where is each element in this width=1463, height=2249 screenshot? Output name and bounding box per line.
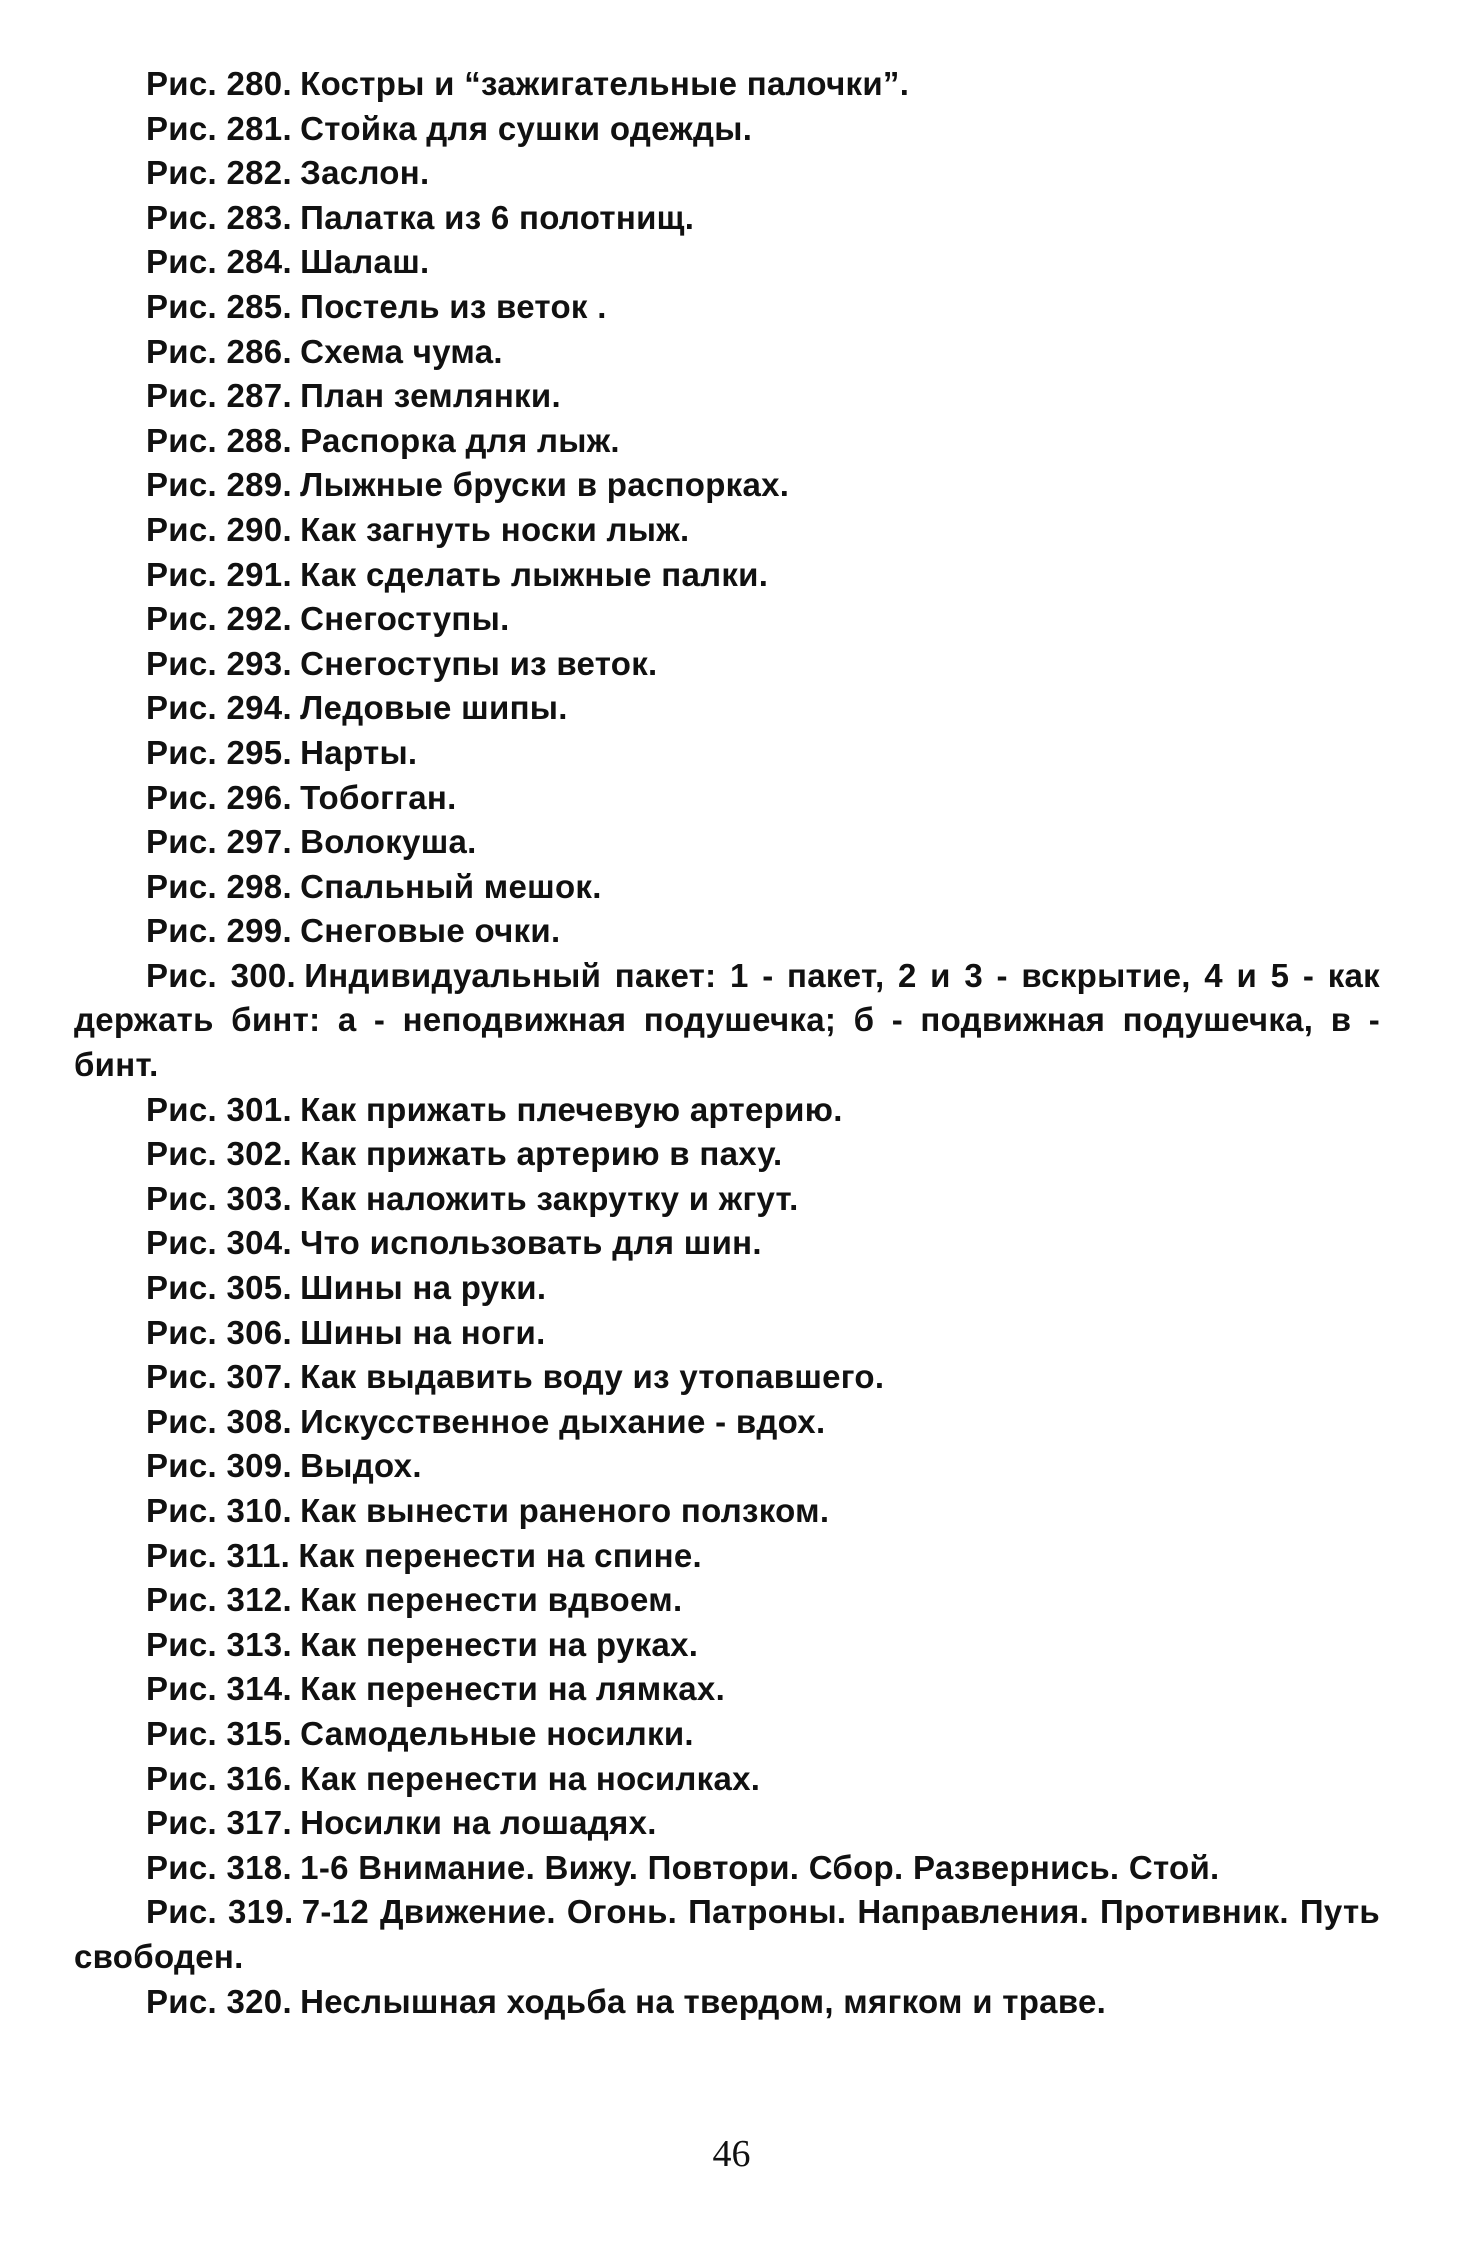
figure-number: Рис. 315.	[146, 1714, 292, 1752]
figure-caption	[74, 553, 1380, 598]
figure-caption-text: Что использовать для шин.	[300, 1224, 762, 1262]
figure-number: Рис. 296.	[146, 778, 292, 816]
figure-caption	[74, 597, 1380, 642]
figure-caption	[74, 776, 1380, 821]
figure-number: Рис. 294.	[146, 689, 292, 727]
figure-caption-text: Нарты.	[300, 733, 418, 771]
figure-number: Рис. 314.	[146, 1670, 292, 1708]
figure-caption-text: Палатка из 6 полотнищ.	[300, 198, 695, 236]
figure-caption-text: Как прижать плечевую артерию.	[300, 1090, 843, 1128]
figure-caption-text: Носилки на лошадях.	[300, 1804, 657, 1842]
figure-caption-text: Как наложить закрутку и жгут.	[300, 1179, 799, 1217]
figure-caption	[74, 1980, 1380, 2025]
figure-caption	[74, 865, 1380, 910]
figure-caption	[74, 1667, 1380, 1712]
figure-caption	[74, 954, 1380, 1088]
figure-caption-text: Шины на ноги.	[300, 1313, 546, 1351]
figure-caption-text: Выдох.	[300, 1447, 422, 1485]
figure-caption	[74, 1846, 1380, 1891]
figure-caption	[74, 1757, 1380, 1802]
figure-caption	[74, 240, 1380, 285]
figure-caption	[74, 1266, 1380, 1311]
figure-caption	[74, 374, 1380, 419]
figure-number: Рис. 287.	[146, 377, 292, 415]
figure-caption-text: Костры и “зажигательные палочки”.	[300, 65, 910, 102]
figure-number: Рис. 288.	[146, 421, 292, 459]
figure-number: Рис. 319.	[146, 1893, 294, 1931]
figure-number: Рис. 317.	[146, 1804, 292, 1842]
figure-caption-text: Снеговые очки.	[300, 912, 561, 950]
figure-caption	[74, 1311, 1380, 1356]
figure-caption	[74, 1400, 1380, 1445]
figure-caption	[74, 508, 1380, 553]
figure-caption	[74, 1355, 1380, 1400]
figure-number: Рис. 308.	[146, 1402, 292, 1440]
figure-number: Рис. 291.	[146, 555, 292, 593]
figure-number: Рис. 282.	[146, 154, 292, 192]
figure-caption	[74, 642, 1380, 687]
figure-caption-text: Как перенести на лямках.	[300, 1670, 726, 1708]
figure-caption	[74, 1890, 1380, 1979]
figure-caption-text: Снегоступы из веток.	[300, 644, 658, 682]
figure-caption-text: Индивидуальный пакет: 1 - пакет, 2 и 3 - вскрытие, 4 и 5 - как держать бинт: а - неподвижная подушечка; б - подвижная подушечка, в - бинт.	[74, 956, 1380, 1084]
figure-caption	[74, 1712, 1380, 1757]
figure-caption	[74, 107, 1380, 152]
figure-number: Рис. 299.	[146, 912, 292, 950]
figure-caption	[74, 909, 1380, 954]
figure-caption-text: Как перенести на носилках.	[300, 1759, 761, 1797]
figure-number: Рис. 310.	[146, 1492, 292, 1529]
figure-number: Рис. 284.	[146, 243, 292, 281]
figure-caption	[74, 731, 1380, 776]
figure-caption-text: Шалаш.	[300, 243, 430, 281]
figure-caption	[74, 1489, 1380, 1534]
figure-caption	[74, 1444, 1380, 1489]
figure-caption-text: Как сделать лыжные палки.	[300, 555, 769, 593]
figure-number: Рис. 298.	[146, 867, 292, 905]
figure-number: Рис. 300.	[146, 956, 297, 994]
figure-caption	[74, 1801, 1380, 1846]
figure-caption-text: Как выдавить воду из утопавшего.	[300, 1358, 885, 1396]
figure-number: Рис. 316.	[146, 1759, 292, 1797]
figure-caption-text: Лыжные бруски в распорках.	[300, 466, 790, 504]
figure-caption-text: Как перенести вдвоем.	[300, 1581, 683, 1619]
figure-number: Рис. 311.	[146, 1536, 291, 1574]
figure-caption-text: Ледовые шипы.	[300, 689, 568, 727]
figure-caption-text: Волокуша.	[300, 823, 477, 861]
figure-number: Рис. 289.	[146, 466, 292, 504]
figure-caption-text: 1-6 Внимание. Вижу. Повтори. Сбор. Развернись. Стой.	[300, 1848, 1220, 1886]
figure-caption	[74, 1578, 1380, 1623]
figure-caption	[74, 1534, 1380, 1579]
figure-number: Рис. 286.	[146, 332, 292, 370]
figure-caption-text: Как перенести на руках.	[300, 1625, 699, 1663]
figure-number: Рис. 305.	[146, 1269, 292, 1307]
figure-caption-text: Схема чума.	[300, 332, 503, 370]
figure-number: Рис. 281.	[146, 109, 292, 147]
figure-caption-text: Неслышная ходьба на твердом, мягком и траве.	[300, 1982, 1107, 2020]
figure-caption	[74, 686, 1380, 731]
figure-caption	[74, 151, 1380, 196]
figure-caption	[74, 1623, 1380, 1668]
figure-caption	[74, 820, 1380, 865]
figure-caption	[74, 1088, 1380, 1133]
figure-caption	[74, 62, 1380, 107]
figure-number: Рис. 307.	[146, 1358, 292, 1396]
figure-caption-text: Как перенести на спине.	[298, 1536, 702, 1574]
figure-number: Рис. 306.	[146, 1313, 292, 1351]
figure-caption-text: Искусственное дыхание - вдох.	[300, 1402, 826, 1440]
figure-caption-text: План землянки.	[300, 377, 561, 415]
figure-caption	[74, 1221, 1380, 1266]
figure-caption-text: Снегоступы.	[300, 600, 510, 638]
figure-number: Рис. 297.	[146, 823, 292, 861]
figure-caption	[74, 1177, 1380, 1222]
figure-number: Рис. 304.	[146, 1224, 292, 1262]
figure-number: Рис. 318.	[146, 1848, 292, 1886]
figure-caption	[74, 285, 1380, 330]
figure-caption-text: Шины на руки.	[300, 1269, 547, 1307]
figure-caption-text: Постель из веток .	[300, 287, 607, 325]
figure-caption	[74, 1132, 1380, 1177]
figure-caption-text: Как загнуть носки лыж.	[300, 510, 690, 548]
figure-caption-text: 7-12 Движение. Огонь. Патроны. Направления. Противник. Путь свободен.	[74, 1893, 1380, 1975]
figure-number: Рис. 283.	[146, 198, 292, 236]
figure-number: Рис. 301.	[146, 1090, 292, 1128]
figure-number: Рис. 320.	[146, 1982, 292, 2020]
figure-number: Рис. 280.	[146, 65, 292, 102]
figure-caption-text: Стойка для сушки одежды.	[300, 109, 753, 147]
figure-caption	[74, 330, 1380, 375]
figure-number: Рис. 303.	[146, 1179, 292, 1217]
figure-caption-text: Тобогган.	[300, 778, 457, 816]
figure-caption-text: Спальный мешок.	[300, 867, 602, 905]
figure-number: Рис. 290.	[146, 510, 292, 548]
figure-caption-text: Заслон.	[300, 154, 430, 192]
figure-caption	[74, 463, 1380, 508]
figure-caption-text: Как прижать артерию в паху.	[300, 1135, 783, 1173]
figure-number: Рис. 295.	[146, 733, 292, 771]
page-number: 46	[712, 2133, 751, 2175]
figure-number: Рис. 312.	[146, 1581, 292, 1619]
figure-caption	[74, 419, 1380, 464]
figure-caption-text: Распорка для лыж.	[300, 421, 620, 459]
figure-caption-text: Как вынести раненого ползком.	[300, 1492, 830, 1529]
figure-caption-text: Самодельные носилки.	[300, 1714, 694, 1752]
figure-caption	[74, 196, 1380, 241]
figure-number: Рис. 302.	[146, 1135, 292, 1173]
figure-number: Рис. 292.	[146, 600, 292, 638]
figure-caption-list	[74, 62, 1380, 2024]
figure-number: Рис. 293.	[146, 644, 292, 682]
figure-number: Рис. 313.	[146, 1625, 292, 1663]
figure-number: Рис. 309.	[146, 1447, 292, 1485]
figure-number: Рис. 285.	[146, 287, 292, 325]
